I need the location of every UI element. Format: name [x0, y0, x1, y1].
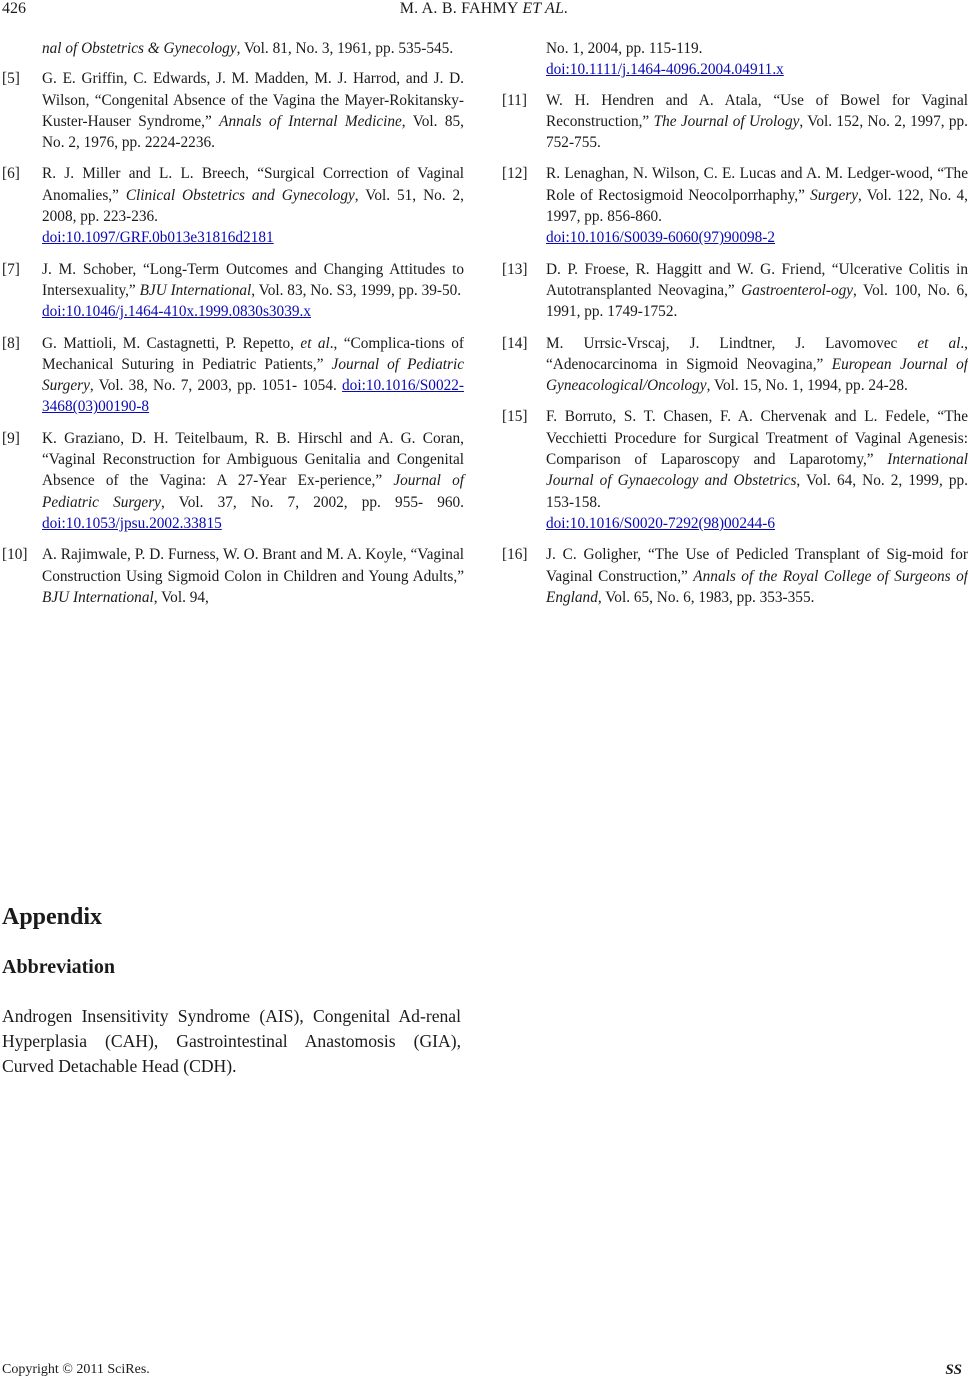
reference-number: [6]: [2, 165, 20, 183]
reference-13: [502, 259, 968, 323]
reference-number: [9]: [2, 429, 20, 447]
reference-details: No. 1, 2004, pp. 115-119.: [546, 40, 703, 57]
reference-text: J. M. Schober, “Long-Term Outcomes and Changing Attitudes to Intersexuality,”: [42, 260, 464, 299]
reference-number: [14]: [502, 334, 528, 352]
reference-details: , Vol. 64, No. 2, 1999, pp. 153-158.: [546, 472, 968, 511]
reference-journal: Journal of Pediatric Surgery: [42, 472, 464, 511]
reference-number: [13]: [502, 260, 528, 278]
reference-journal: nal of Obstetrics & Gynecology: [42, 40, 237, 57]
reference-number: [16]: [502, 546, 528, 564]
reference-14: [502, 333, 968, 397]
reference-details: , Vol. 83, No. S3, 1999, pp. 39-50.: [251, 281, 462, 299]
reference-journal: Gastroenterol-ogy: [741, 281, 854, 299]
reference-text: G. Mattioli, M. Castagnetti, P. Repetto,: [42, 334, 301, 352]
reference-journal: European Journal of Gyneacological/Oncology: [546, 355, 968, 395]
reference-text: R. J. Miller and L. L. Breech, “Surgical Correction of Vaginal Anomalies,”: [42, 165, 464, 204]
doi-link[interactable]: doi:10.1097/GRF.0b013e31816d2181: [42, 229, 274, 247]
reference-11: [502, 90, 968, 154]
reference-4-continued: [42, 38, 464, 59]
reference-journal: Journal of Pediatric Surgery: [42, 355, 465, 395]
reference-details: , Vol. 15, No. 1, 1994, pp. 24-28.: [706, 377, 908, 395]
reference-text: W. H. Hendren and A. Atala, “Use of Bowel for Vaginal Reconstruction,”: [546, 91, 968, 130]
reference-7: [2, 259, 464, 323]
reference-16: [502, 544, 968, 608]
reference-journal: International Journal of Gynaecology and Obstetrics: [546, 451, 968, 490]
reference-text: G. E. Griffin, C. Edwards, J. M. Madden, M. J. Harrod, and J. D. Wilson, “Congenital Absence of the Vagina the Mayer-Rokitansky-Kuster-Hauser Syndrome,”: [42, 70, 464, 130]
reference-journal: The Journal of Urology: [653, 112, 800, 130]
doi-link[interactable]: doi:10.1053/jpsu.2002.33815: [42, 514, 222, 532]
reference-text: D. P. Froese, R. Haggitt and W. G. Friend, “Ulcerative Colitis in Autotransplanted Neovagina,”: [546, 260, 968, 299]
reference-text: R. Lenaghan, N. Wilson, C. E. Lucas and A. M. Ledger-wood, “The Role of Rectosigmoid Neocolporrhaphy,”: [546, 165, 968, 204]
reference-text: J. C. Goligher, “The Use of Pedicled Transplant of Sig-moid for Vaginal Construction,”: [546, 546, 968, 585]
doi-link[interactable]: doi:10.1016/S0039-6060(97)90098-2: [546, 229, 776, 247]
reference-number: [8]: [2, 334, 20, 352]
reference-text: K. Graziano, D. H. Teitelbaum, R. B. Hirschl and A. G. Coran, “Vaginal Reconstruction for Ambiguous Genitalia and Congenital Absence of the Vagina: A 27-Year Ex-perience,”: [42, 429, 464, 490]
reference-9: [2, 428, 465, 534]
reference-10-continued: [546, 38, 968, 81]
reference-details: , Vol. 38, No. 7, 2003, pp. 1051- 1054.: [89, 377, 343, 395]
appendix-heading: Appendix: [2, 904, 103, 930]
reference-title: ., “Complica-tions of Mechanical Suturing in Pediatric Patients,”: [42, 334, 465, 373]
reference-number: [10]: [2, 546, 28, 564]
reference-details: , Vol. 85, No. 2, 1976, pp. 2224-2236.: [42, 112, 464, 152]
reference-et-al: et al: [917, 334, 961, 352]
reference-5: [2, 68, 464, 153]
reference-details: , Vol. 94,: [153, 588, 209, 606]
reference-details: , Vol. 152, No. 2, 1997, pp. 752-755.: [546, 112, 968, 152]
reference-details: , Vol. 100, No. 6, 1991, pp. 1749-1752.: [546, 281, 968, 321]
copyright-notice: Copyright © 2011 SciRes.: [2, 1362, 150, 1377]
reference-12: [502, 163, 968, 248]
reference-text: A. Rajimwale, P. D. Furness, W. O. Brant and M. A. Koyle, “Vaginal Construction Using Sigmoid Colon in Children and Young Adults,”: [42, 546, 464, 585]
header-authors: M. A. B. FAHMY: [399, 0, 519, 17]
reference-title: ., “Adenocarcinoma in Sigmoid Neovagina,”: [546, 334, 968, 373]
reference-number: [7]: [2, 260, 20, 278]
running-header: [0, 0, 968, 18]
references-left-column: [2, 38, 465, 618]
reference-details: , Vol. 81, No. 3, 1961, pp. 535-545.: [236, 40, 454, 57]
reference-10: [2, 544, 464, 608]
reference-15: [502, 406, 968, 534]
doi-link[interactable]: doi:10.1111/j.1464-4096.2004.04911.x: [546, 61, 784, 79]
reference-details: , Vol. 65, No. 6, 1983, pp. 353-355.: [597, 588, 815, 606]
page-number: 426: [2, 0, 26, 17]
header-et-al: ET AL.: [522, 0, 569, 17]
references-right-column: [502, 38, 968, 618]
doi-link[interactable]: doi:10.1016/S0022-3468(03)00190-8: [42, 377, 464, 416]
abbreviation-paragraph: Androgen Insensitivity Syndrome (AIS), Congenital Ad-renal Hyperplasia (CAH), Gastrointestinal Anastomosis (GIA), Curved Detachable Head (CDH).: [2, 1006, 461, 1076]
doi-link[interactable]: doi:10.1016/S0020-7292(98)00244-6: [546, 514, 776, 532]
reference-et-al: et al: [300, 334, 330, 352]
reference-number: [12]: [502, 165, 528, 183]
reference-journal: Clinical Obstetrics and Gynecology: [125, 186, 355, 204]
reference-number: [15]: [502, 408, 528, 426]
reference-journal: Surgery: [810, 186, 859, 204]
reference-8: [2, 333, 465, 418]
reference-text: M. Urrsic-Vrscaj, J. Lindtner, J. Lavomovec: [546, 334, 918, 352]
reference-details: , Vol. 122, No. 4, 1997, pp. 856-860.: [546, 186, 968, 226]
reference-number: [11]: [502, 91, 527, 109]
abbreviation-heading: Abbreviation: [2, 956, 115, 978]
reference-text: F. Borruto, S. T. Chasen, F. A. Chervenak and L. Fedele, “The Vecchietti Procedure for Surgical Treatment of Vaginal Agenesis: Comparison of Laparoscopy and Laparotomy,”: [546, 408, 968, 469]
doi-link[interactable]: doi:10.1046/j.1464-410x.1999.0830s3039.x: [42, 303, 311, 321]
reference-journal: Annals of Internal Medicine: [219, 112, 402, 130]
reference-journal: BJU International: [42, 588, 154, 606]
reference-details: , Vol. 51, No. 2, 2008, pp. 223-236.: [42, 186, 464, 226]
reference-number: [5]: [2, 70, 20, 88]
journal-abbreviation: SS: [945, 1362, 962, 1378]
reference-journal: Annals of the Royal College of Surgeons of England: [546, 567, 968, 606]
reference-6: [2, 163, 464, 248]
reference-journal: BJU International: [139, 281, 252, 299]
reference-details: , Vol. 37, No. 7, 2002, pp. 955- 960.: [160, 493, 465, 511]
